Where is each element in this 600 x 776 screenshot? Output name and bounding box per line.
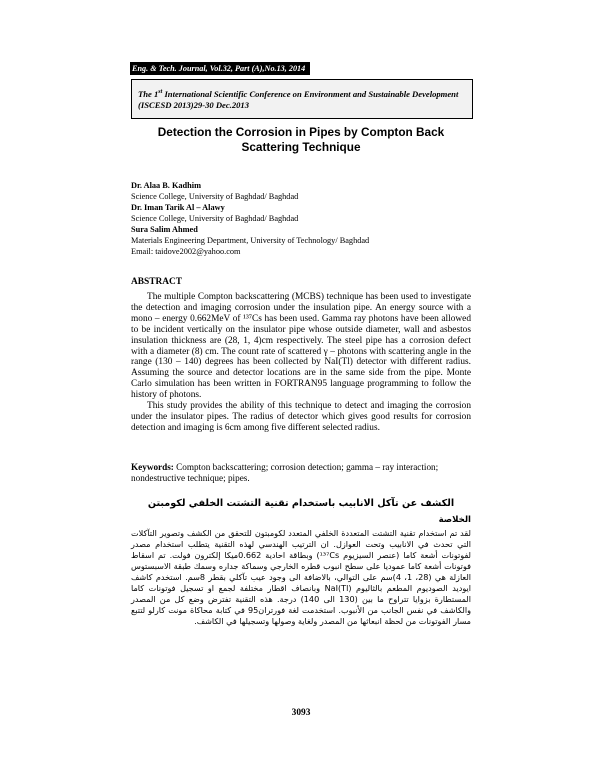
conference-line1-pre: The 1 (138, 88, 159, 99)
author-email[interactable]: Email: taidove2002@yahoo.com (131, 247, 241, 256)
author-name: Dr. Alaa B. Kadhim (131, 181, 202, 190)
keywords-label: Keywords: (131, 462, 174, 472)
author-name: Dr. Iman Tarik Al – Alawy (131, 203, 225, 212)
keywords-text: Compton backscattering; corrosion detection; gamma – ray interaction; nondestructive technique; pipes. (131, 462, 439, 483)
conference-box (131, 79, 473, 119)
keywords (131, 462, 471, 484)
author-affiliation: Science College, University of Baghdad/ Baghdad (131, 214, 299, 223)
paper-title-line2: Scattering Technique (241, 140, 361, 154)
paper-title (131, 125, 471, 155)
abstract-paragraph: The multiple Compton backscattering (MCBS) technique has been used to investigate the detection and imaging corrosion under the insulation pipe. An energy source with a mono – energy 0.662MeV of ¹³⁷Cs has been used. Gamma ray photons have been allowed to be incident vertically on the insulator pipe whose outside diameter, wall and asbestos insulation thickness are (28, 1, 4)cm respectively. The steel pipe has a corrosion defect with a diameter (8) cm. The count rate of scattered γ – photons with scattering angle in the range (130 – 140) degrees has been collected by NaI(Tl) detector with different radius. Assuming the source and detector locations are in the same side from the pipe. Monte Carlo simulation has been written in FORTRAN95 language programming to follow the history of photons. (131, 292, 471, 401)
abstract-paragraph: This study provides the ability of this technique to detect and imaging the corrosion under the insulator pipes. The radius of detector which gives good results for corrosion detection and imaging is 6cm among five different selected radius. (131, 401, 471, 433)
journal-header: Eng. & Tech. Journal, Vol.32, Part (A),No.13, 2014 (130, 62, 310, 75)
arabic-abstract-heading: الخلاصة (438, 515, 471, 525)
abstract-heading: ABSTRACT (131, 277, 183, 287)
page-number: 3093 (291, 708, 311, 718)
author-affiliation: Materials Engineering Department, University of Technology/ Baghdad (131, 236, 370, 245)
author-name: Sura Salim Ahmed (131, 225, 198, 234)
conference-line2: (ISCESD 2013)29-30 Dec.2013 (138, 100, 250, 110)
arabic-title: الكشف عن تآكل الانابيب باستخدام تقنية التشتت الخلفي لكومبتن (147, 498, 455, 509)
arabic-abstract-body (131, 528, 471, 627)
abstract-body (131, 292, 471, 434)
paper-title-line1: Detection the Corrosion in Pipes by Compton Back (157, 125, 445, 139)
author-block (131, 180, 471, 257)
conference-line1-post: International Scientific Conference on Environment and Sustainable Development (162, 88, 459, 99)
author-affiliation: Science College, University of Baghdad/ Baghdad (131, 192, 299, 201)
arabic-abstract-paragraph: لقد تم استخدام تقنية التشتت المتعددة الخلفي المتعدد لكومبتون للتحقق من الكشف وتصوير التآكلات التي تحدث في الانابيب وتحت العوازل. ان الترتيب الهندسي لهذه التقنية يتطلب استخدام مصدر لفوتونات أشعة كاما (عنصر السيزيوم ¹³⁷Cs) وبطاقة احادية 0.662ميكا إلكترون فولت. تم اسقاط فوتونات أشعة كاما عموديا على سطح انبوب قطره الخارجي وسماكة جداره وسمك طبقة الاسبستوس العازلة هي (28، 1، 4)سم على التوالي، بالاضافة الى وجود عيب تآكلي بقطر 8سم. استخدم كاشف ايوديد الصوديوم المطعم بالثاليوم NaI(Tl) وبانصاف اقطار مختلفة لجمع او تسجيل فوتونات كاما المستطارة بزوايا تتراوح ما بين (130 الى 140) درجة. هذه التقنية تفترض وضع كل من المصدر والكاشف في نفس الجانب من الأنبوب. استخدمت لغة فورتران95 في كتابة محاكاة مونت كارلو لتتبع مسار الفوتونات من لحظة انبعاثها من المصدر ولغاية وصولها وتسجيلها في الكاشف. (131, 528, 472, 626)
conference-line1-sup: st (158, 89, 163, 95)
